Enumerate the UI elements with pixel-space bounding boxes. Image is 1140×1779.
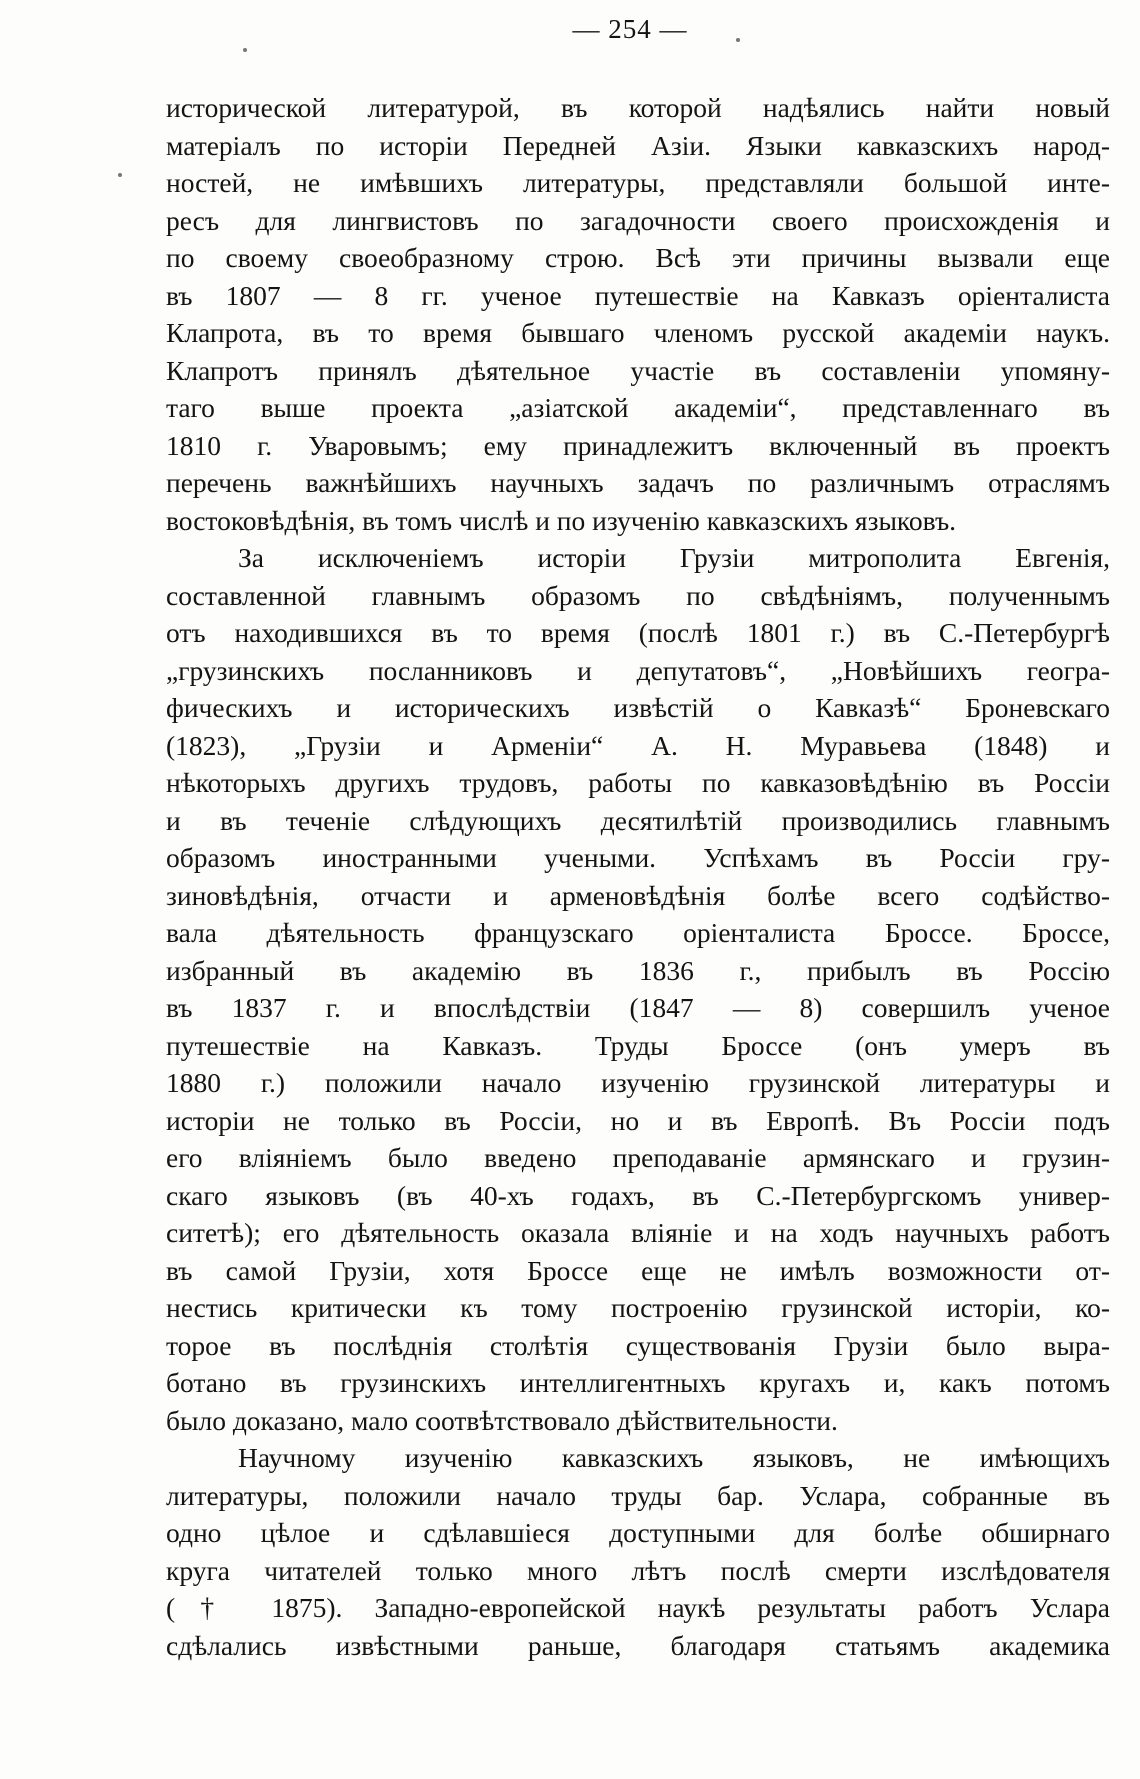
- paragraph-1: [166, 89, 1110, 539]
- text-line: 1880 г.) положили начало изученію грузинской литературы и: [166, 1067, 1110, 1098]
- text-line: путешествіе на Кавказъ. Труды Броссе (онъ умеръ въ: [166, 1029, 1110, 1061]
- text-line: нестись критически къ тому построенію грузинской исторіи, ко-: [166, 1292, 1110, 1323]
- text-line: фическихъ и историческихъ извѣстій о Кавказѣ“ Броневскаго: [166, 692, 1110, 723]
- text-line: востоковѣдѣнія, въ томъ числѣ и по изученію кавказскихъ языковъ.: [166, 504, 957, 536]
- text-line: по своему своеобразному строю. Всѣ эти причины вызвали еще: [166, 242, 1110, 273]
- text-line: За исключеніемъ исторіи Грузіи митрополита Евгенія,: [238, 542, 1110, 573]
- text-line: исторической литературой, въ которой надѣялись найти новый: [166, 92, 1110, 123]
- text-line: нѣкоторыхъ другихъ трудовъ, работы по кавказовѣдѣнію въ Россіи: [166, 767, 1110, 798]
- text-line: († 1875). Западно-европейской наукѣ результаты работъ Услара: [166, 1592, 1110, 1623]
- text-line: скаго языковъ (въ 40-хъ годахъ, въ С.-Петербургскомъ универ-: [166, 1179, 1110, 1211]
- text-line: 1810 г. Уваровымъ; ему принадлежитъ включенный въ проектъ: [166, 429, 1110, 461]
- print-speck: [118, 173, 122, 177]
- text-line: (1823), „Грузіи и Арменіи“ А. Н. Муравьева (1848) и: [166, 729, 1110, 761]
- text-line: составленной главнымъ образомъ по свѣдѣніямъ, полученнымъ: [166, 579, 1110, 611]
- text-line: круга читателей только много лѣтъ послѣ смерти изслѣдователя: [166, 1554, 1110, 1586]
- text-line: исторіи не только въ Россіи, но и въ Европѣ. Въ Россіи подъ: [166, 1104, 1110, 1136]
- text-line: въ 1837 г. и впослѣдствіи (1847 — 8) совершилъ ученое: [166, 992, 1110, 1023]
- page-number: — 254 —: [572, 14, 688, 44]
- paragraph-2: [166, 539, 1110, 1439]
- print-speck: [736, 38, 740, 42]
- text-line: матеріалъ по исторіи Передней Азіи. Языки кавказскихъ народ-: [166, 129, 1110, 161]
- text-line: одно цѣлое и сдѣлавшіеся доступными для болѣе обширнаго: [166, 1517, 1110, 1548]
- paragraph-3: [166, 1439, 1110, 1664]
- text-line: ситетѣ); его дѣятельность оказала вліяніе и на ходъ научныхъ работъ: [166, 1217, 1110, 1248]
- text-line: перечень важнѣйшихъ научныхъ задачъ по различнымъ отраслямъ: [166, 467, 1110, 498]
- text-line: образомъ иностранными учеными. Успѣхамъ въ Россіи гру-: [166, 842, 1110, 873]
- body-text: [166, 89, 1110, 1664]
- text-line: избранный въ академію въ 1836 г., прибылъ въ Россію: [166, 954, 1110, 986]
- text-line: сдѣлались извѣстными раньше, благодаря статьямъ академика: [166, 1629, 1110, 1661]
- text-line: Клапрота, въ то время бывшаго членомъ русской академіи наукъ.: [166, 317, 1110, 348]
- text-line: Клапротъ принялъ дѣятельное участіе въ составленіи упомяну-: [166, 354, 1110, 386]
- text-line: литературы, положили начало труды бар. Услара, собранные въ: [166, 1479, 1110, 1511]
- text-line: Научному изученію кавказскихъ языковъ, не имѣющихъ: [238, 1442, 1110, 1473]
- text-line: отъ находившихся въ то время (послѣ 1801 г.) въ С.-Петербургѣ: [166, 617, 1110, 648]
- text-line: въ 1807 — 8 гг. ученое путешествіе на Кавказъ оріенталиста: [166, 279, 1110, 311]
- text-line: было доказано, мало соотвѣтствовало дѣйствительности.: [166, 1404, 838, 1436]
- text-line: „грузинскихъ посланниковъ и депутатовъ“, „Новѣйшихъ геогра-: [166, 654, 1110, 686]
- text-line: ностей, не имѣвшихъ литературы, представляли большой инте-: [166, 167, 1110, 198]
- text-line: его вліяніемъ было введено преподаваніе армянскаго и грузин-: [166, 1142, 1110, 1173]
- text-line: и въ теченіе слѣдующихъ десятилѣтій производились главнымъ: [166, 804, 1110, 836]
- text-line: таго выше проекта „азіатской академіи“, представленнаго въ: [166, 392, 1110, 423]
- text-line: торое въ послѣднія столѣтія существованія Грузіи было выра-: [166, 1329, 1110, 1361]
- text-line: ресъ для лингвистовъ по загадочности своего происхожденія и: [166, 204, 1110, 236]
- text-line: вала дѣятельность французскаго оріенталиста Броссе. Броссе,: [166, 917, 1110, 948]
- print-speck: [243, 48, 247, 52]
- text-line: ботано въ грузинскихъ интеллигентныхъ кругахъ и, какъ потомъ: [166, 1367, 1110, 1398]
- text-line: въ самой Грузіи, хотя Броссе еще не имѣлъ возможности от-: [166, 1254, 1110, 1286]
- text-line: зиновѣдѣнія, отчасти и арменовѣдѣнія болѣе всего содѣйство-: [166, 879, 1110, 911]
